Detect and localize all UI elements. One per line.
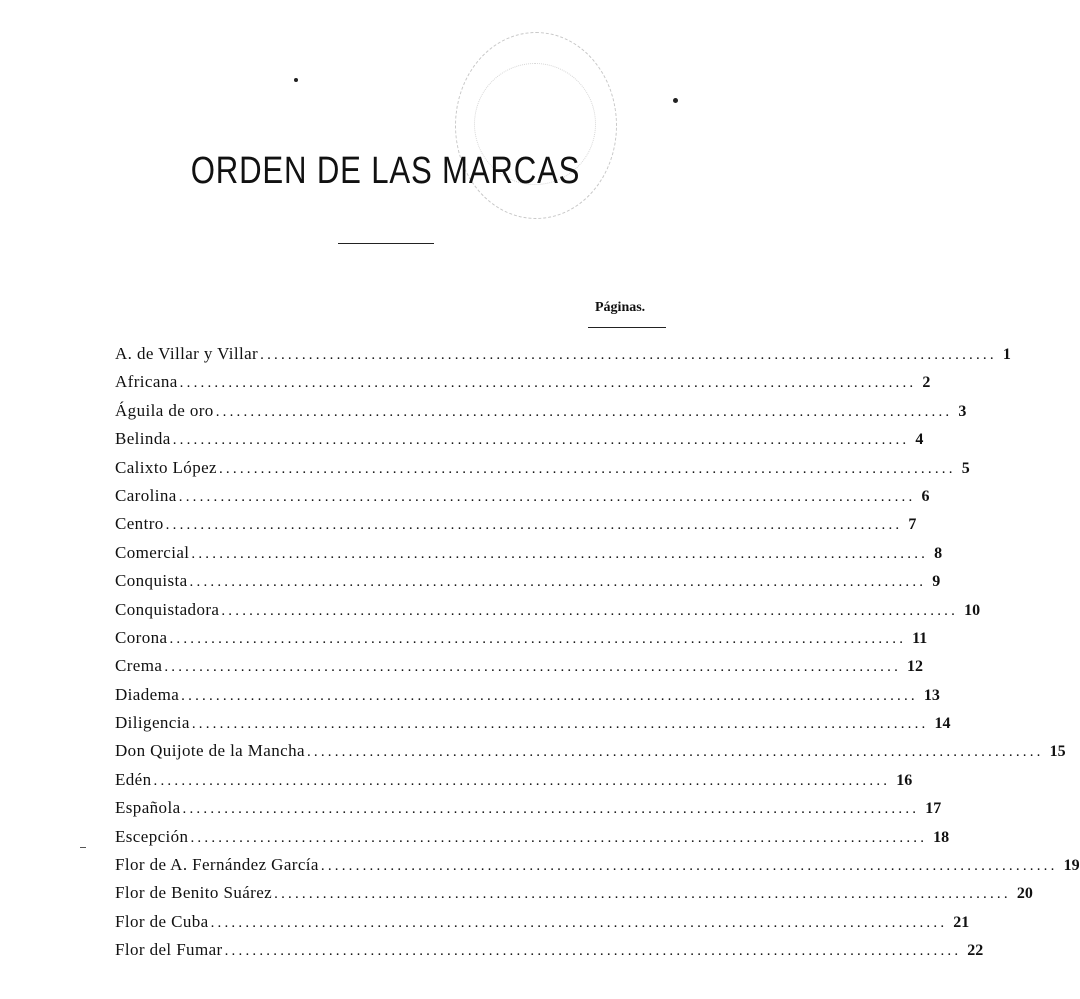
toc-entry-leader: .......................................................................................................... [224, 943, 962, 960]
toc-entry-name: Belinda [115, 429, 171, 449]
toc-entry-leader: .......................................................................................................... [182, 801, 920, 818]
toc-entry-leader: .......................................................................................................... [260, 347, 997, 363]
toc-entry [115, 851, 1080, 879]
toc-entry [115, 539, 943, 567]
toc-entry [115, 624, 928, 652]
toc-entry-page: 7 [908, 516, 917, 534]
toc-entry-page: 22 [967, 942, 984, 960]
toc-entry-leader: .......................................................................................................... [191, 716, 929, 733]
toc-entry [115, 709, 951, 737]
toc-entry-name: Calixto López [115, 457, 217, 477]
toc-entry-name: Centro [115, 514, 164, 534]
toc-entry-leader: .......................................................................................................... [218, 460, 956, 477]
toc-entry-page: 18 [933, 828, 950, 846]
toc-entry-page: 11 [912, 629, 928, 647]
ink-speck [673, 98, 678, 103]
toc-entry-page: 17 [925, 800, 942, 818]
toc-entry-leader: .......................................................................................................... [189, 574, 927, 591]
toc-entry-name: A. de Villar y Villar [115, 344, 259, 363]
margin-mark [80, 847, 86, 848]
toc-entry-page: 9 [932, 573, 941, 591]
toc-entry-name: Comercial [115, 542, 190, 562]
toc-entry-page: 5 [961, 459, 970, 477]
toc-entry [115, 454, 970, 482]
toc-entry-leader: .......................................................................................................... [153, 772, 891, 789]
ink-speck [294, 78, 298, 82]
toc-entry-name: Carolina [115, 485, 177, 505]
toc-entry-leader: .......................................................................................................... [274, 886, 1011, 903]
toc-entry-leader: .......................................................................................................... [221, 602, 959, 619]
toc-entry-page: 3 [958, 402, 967, 420]
toc-entry [115, 425, 924, 453]
title-rule [338, 243, 434, 244]
toc-entry-leader: .......................................................................................................... [210, 914, 948, 931]
toc-entry-name: Diligencia [115, 713, 190, 733]
toc-entry-name: Africana [115, 372, 178, 392]
toc-entry-name: Don Quijote de la Mancha [115, 741, 305, 761]
toc-entry-name: Flor del Fumar [115, 940, 223, 960]
toc-entry-leader: .......................................................................................................... [215, 403, 953, 420]
toc-entry-page: 16 [896, 771, 913, 789]
toc-entry-name: Escepción [115, 826, 189, 846]
toc-entry-leader: .......................................................................................................... [179, 375, 917, 392]
toc-entry [115, 397, 967, 425]
toc-entry-leader: .......................................................................................................... [320, 858, 1058, 875]
toc-entry-page: 21 [953, 913, 970, 931]
toc-entry-name: Águila de oro [115, 400, 214, 420]
toc-entry-leader: .......................................................................................................... [172, 432, 910, 449]
toc-entry [115, 652, 924, 680]
page-title: ORDEN DE LAS MARCAS [190, 150, 581, 192]
toc-entry-leader: .......................................................................................................... [306, 744, 1044, 761]
toc-entry-page: 1 [1002, 346, 1011, 363]
toc-entry-name: Flor de A. Fernández García [115, 855, 319, 875]
toc-entry-name: Conquista [115, 571, 188, 591]
toc-entry-page: 4 [915, 431, 924, 449]
toc-entry-leader: .......................................................................................................... [190, 829, 928, 846]
toc-entry-page: 12 [907, 658, 924, 676]
toc-entry-name: Diadema [115, 684, 180, 704]
toc-entry-name: Conquistadora [115, 599, 220, 619]
toc-entry-page: 10 [964, 601, 981, 619]
toc-entry [115, 368, 931, 396]
toc-entry [115, 510, 917, 538]
toc-entry [115, 908, 970, 936]
toc-entry [115, 936, 984, 964]
toc-entry-name: Flor de Cuba [115, 911, 209, 931]
toc-entry-name: Edén [115, 769, 152, 789]
toc-entry [115, 766, 913, 794]
toc-entry-leader: .......................................................................................................... [178, 488, 916, 505]
toc-entry-leader: .......................................................................................................... [165, 517, 903, 534]
toc-entry-name: Flor de Benito Suárez [115, 883, 273, 903]
toc-entry-name: Española [115, 798, 181, 818]
pages-column-header: Páginas. [595, 300, 646, 315]
toc-entry-page: 6 [921, 487, 930, 505]
toc-entry [115, 823, 950, 851]
toc-entry-page: 2 [922, 374, 931, 392]
toc-entry-page: 8 [934, 544, 943, 562]
toc-entry-name: Corona [115, 627, 168, 647]
toc-entry-leader: .......................................................................................................... [169, 630, 907, 647]
toc-entry-page: 13 [923, 686, 940, 704]
toc-entry-page: 15 [1049, 743, 1066, 761]
toc-entry-page: 19 [1063, 857, 1080, 875]
toc-entry-name: Crema [115, 656, 163, 676]
toc-entry [115, 596, 981, 624]
toc-entry [115, 681, 940, 709]
toc-entry [115, 567, 941, 595]
toc-entry [115, 879, 1033, 907]
pages-column-rule [588, 327, 666, 328]
toc-entry [115, 794, 942, 822]
toc-entry [115, 737, 1066, 765]
toc-entry-leader: .......................................................................................................... [181, 687, 918, 704]
toc-entry-page: 14 [934, 715, 951, 733]
table-of-contents [115, 340, 1080, 965]
toc-entry [115, 482, 930, 510]
toc-entry-page: 20 [1016, 885, 1033, 903]
toc-entry [115, 340, 1011, 368]
toc-entry-leader: .......................................................................................................... [164, 659, 902, 676]
toc-entry-leader: .......................................................................................................... [191, 545, 929, 562]
